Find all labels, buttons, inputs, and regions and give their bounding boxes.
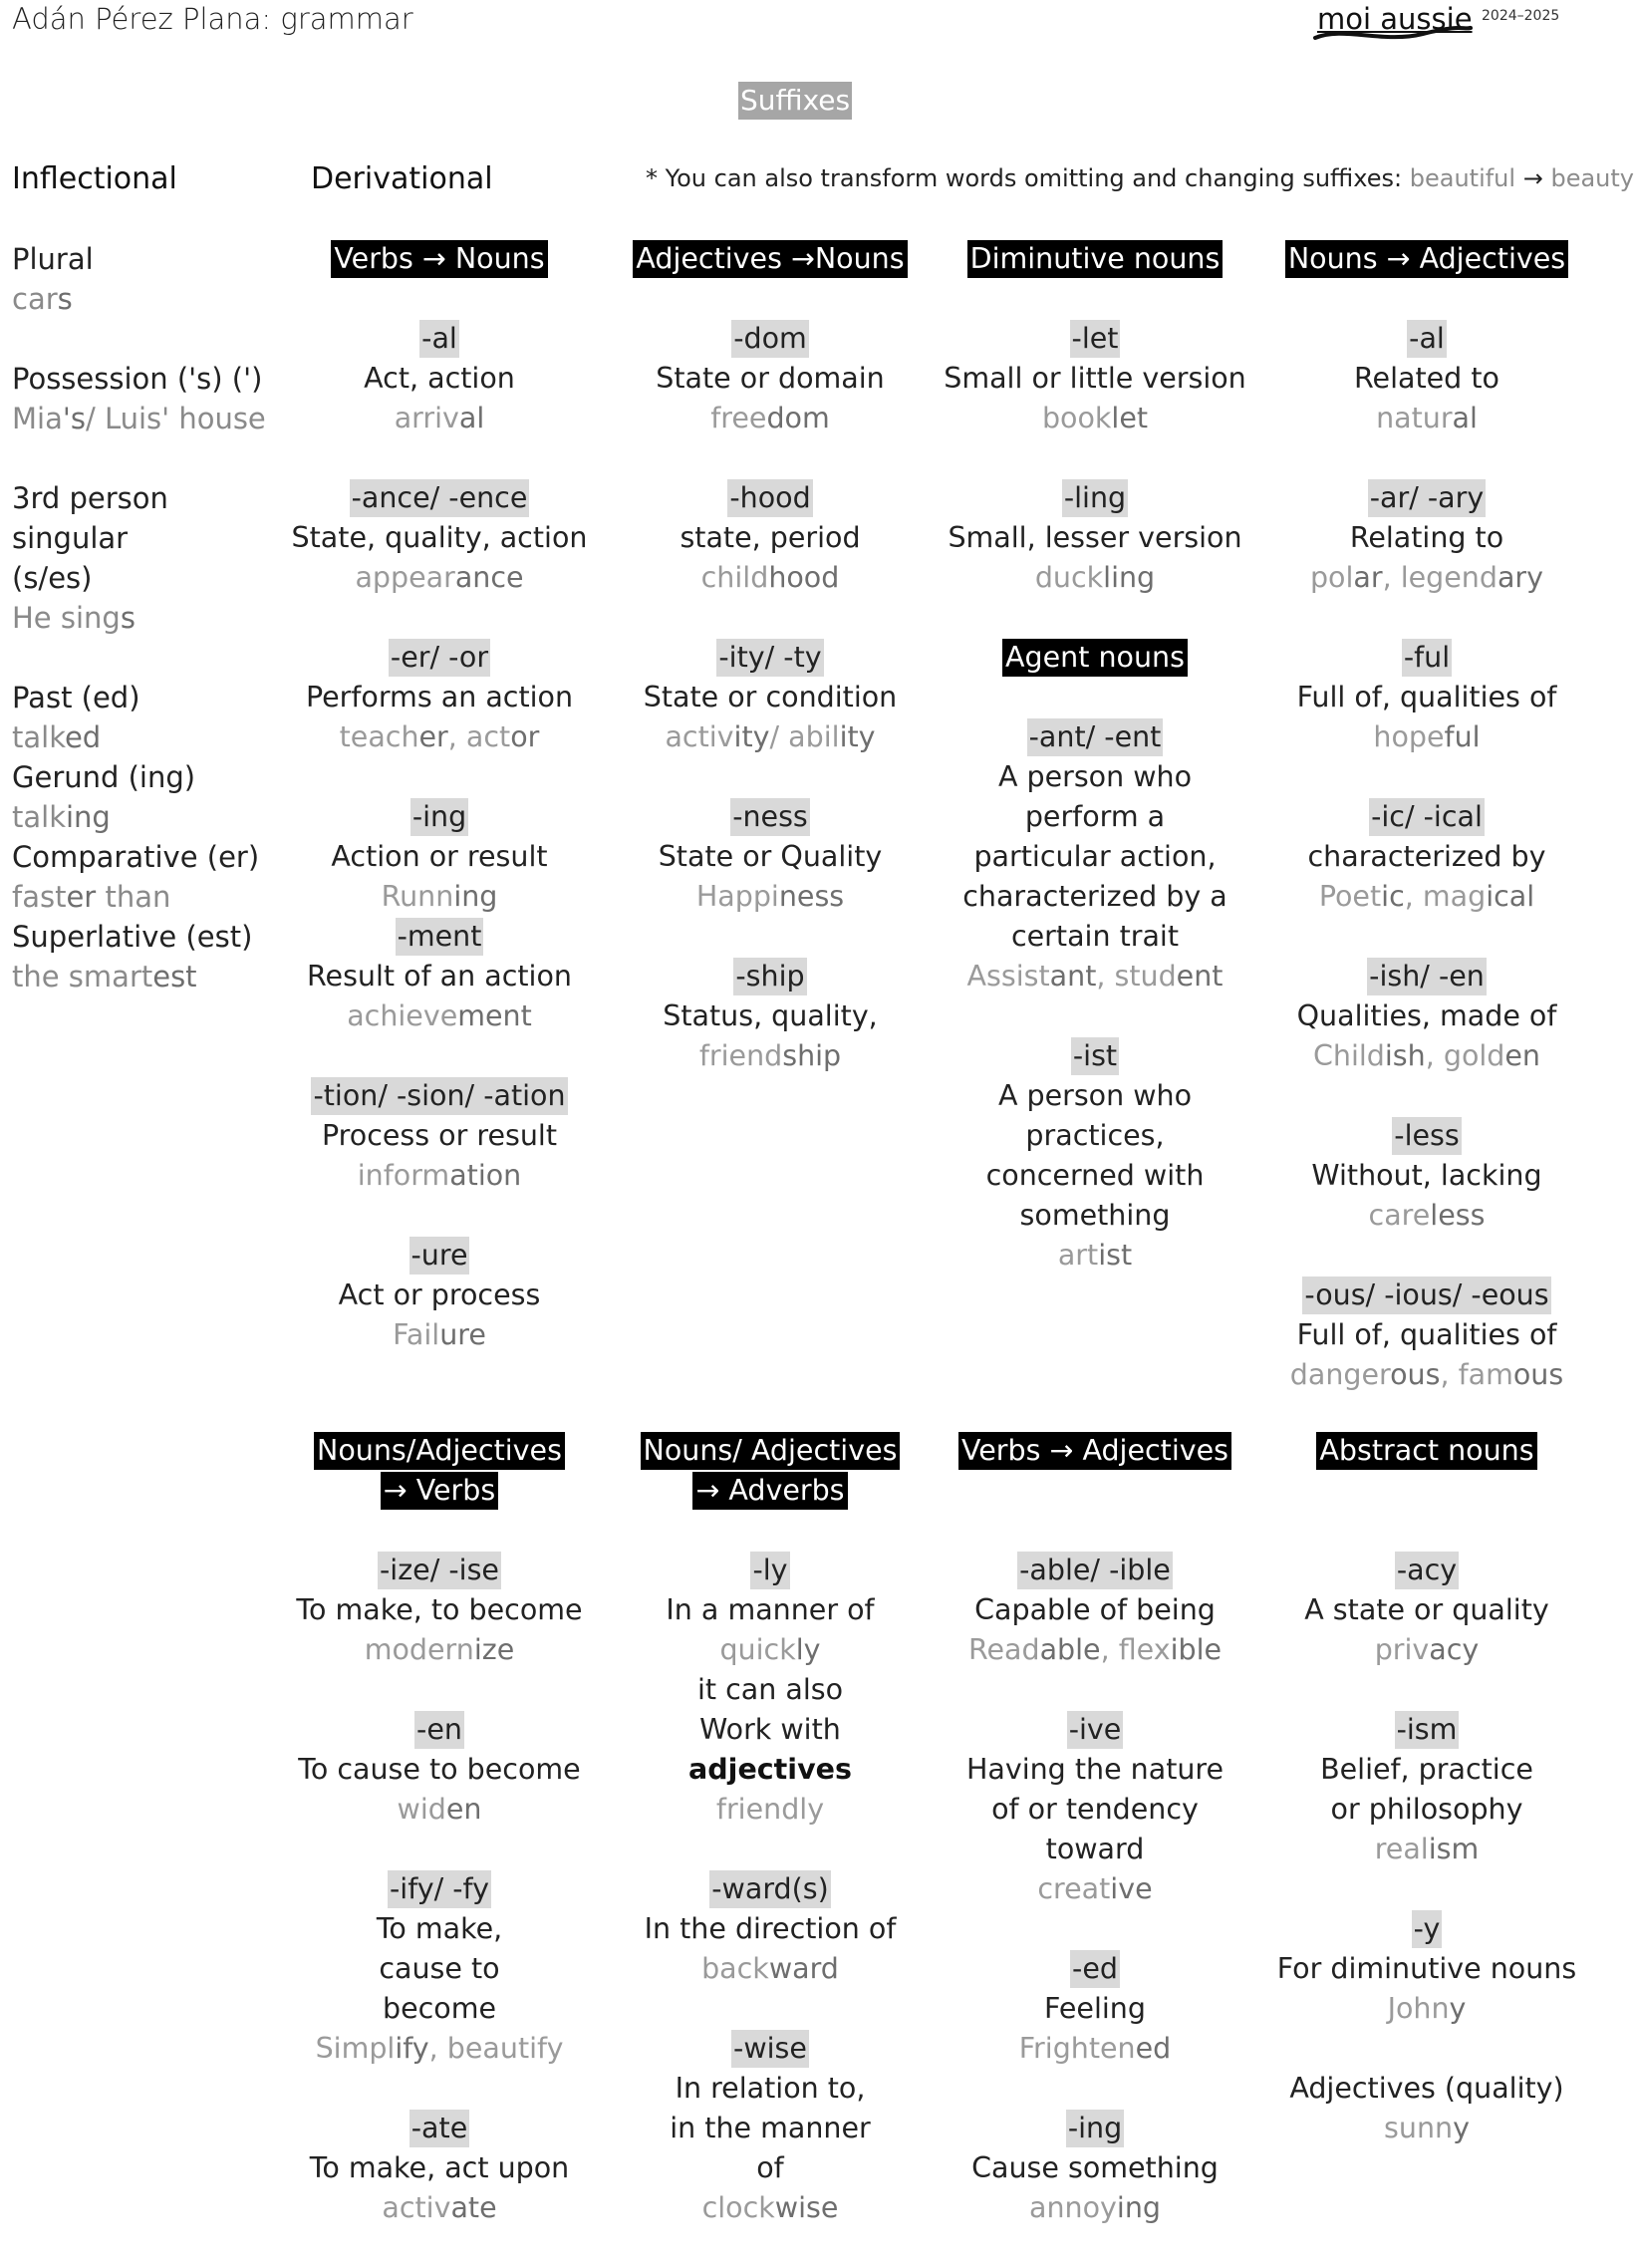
section-header: Diminutive nouns — [967, 240, 1224, 278]
list-item: 3rd person singular (s/es) He sings — [12, 481, 168, 635]
years-label: 2024–2025 — [1482, 8, 1560, 24]
section-header: Verbs → Nouns — [331, 240, 547, 278]
list-item: -al Act, action arrival — [364, 322, 515, 434]
nouns-adjectives-column — [1264, 239, 1589, 1435]
list-item: -ism Belief, practice or philosophy realism — [1320, 1713, 1533, 1865]
section-header-line2: → Verbs — [381, 1472, 498, 1510]
verbs-nouns-column — [279, 239, 600, 1395]
list-item: -y For diminutive nouns Johny — [1276, 1912, 1577, 2025]
note-text: * You can also transform words omitting and changing suffixes: — [646, 164, 1403, 192]
brand-logo: moi aussie — [1317, 2, 1473, 36]
list-item: -less Without, lacking careless — [1311, 1119, 1542, 1232]
abstract-nouns-column — [1264, 1431, 1589, 2188]
author-title: Adán Pérez Plana: grammar — [12, 2, 413, 36]
list-item: -let Small or little version booklet — [944, 322, 1246, 434]
inflectional-list — [12, 239, 301, 1036]
list-item: -ing Cause something annoying — [971, 2112, 1219, 2224]
section-header-line2: → Adverbs — [692, 1472, 847, 1510]
list-item: -ish/ -en Qualities, made of Childish, golden — [1296, 960, 1557, 1072]
list-item: -ive Having the nature of or tendency toward creative — [965, 1713, 1225, 1905]
list-item: -ful Full of, qualities of hopeful — [1296, 641, 1557, 753]
na-adverbs-column — [610, 1431, 931, 2268]
note-example-1: beautiful — [1409, 164, 1516, 192]
section-header: Nouns → Adjectives — [1285, 240, 1568, 278]
list-item: Plural cars — [12, 242, 94, 316]
na-verbs-column — [279, 1431, 600, 2268]
list-item: -ling Small, lesser version duckling — [948, 481, 1242, 594]
list-item: -acy A state or quality privacy — [1304, 1554, 1549, 1666]
list-item: -ous/ -ious/ -eous Full of, qualities of dangerous, famous — [1289, 1278, 1564, 1391]
list-item: -ar/ -ary Relating to polar, legendary — [1309, 481, 1544, 594]
list-item: -ant/ -ent A person who perform a particular action, characterized by a certain trait Assistant, student — [962, 720, 1227, 992]
list-item: -ing Action or result Running — [331, 800, 548, 913]
brand-swoosh-icon — [1313, 22, 1473, 46]
diminutive-agent-column — [935, 239, 1255, 1315]
transform-note — [646, 164, 1634, 192]
list-item: -ize/ -ise To make, to become modernize — [296, 1554, 583, 1666]
list-item: -en To cause to become widen — [298, 1713, 581, 1826]
adjectives-nouns-column — [610, 239, 931, 1116]
list-item: Possession ('s) (') Mia's/ Luis' house — [12, 362, 266, 435]
section-header: Nouns/Adjectives — [314, 1432, 565, 1470]
list-item: -ity/ -ty State or condition activity/ ability — [643, 641, 898, 753]
list-item: -ness State or Quality Happiness — [658, 800, 883, 913]
list-item: -ure Act or process Failure — [338, 1239, 541, 1351]
derivational-title: Derivational — [311, 161, 493, 196]
list-item: -ward(s) In the direction of backward — [644, 1872, 897, 1985]
list-item: Gerund (ing) talking — [12, 760, 196, 834]
list-item: Comparative (er) faster than — [12, 840, 260, 914]
list-item: -ify/ -fy To make, cause to become Simplify, beautify — [315, 1872, 564, 2065]
list-item: -ist A person who practices, concerned with something artist — [985, 1039, 1205, 1272]
inflectional-title: Inflectional — [12, 161, 177, 196]
section-header: Abstract nouns — [1316, 1432, 1536, 1470]
list-item: -ship Status, quality, friendship — [663, 960, 878, 1072]
list-item: -ed Feeling Frightened — [1018, 1952, 1172, 2065]
verbs-adjectives-column — [935, 1431, 1255, 2268]
section-header: Verbs → Adjectives — [958, 1432, 1231, 1470]
list-item: -ic/ -ical characterized by Poetic, magical — [1307, 800, 1546, 913]
list-item: -dom State or domain freedom — [656, 322, 885, 434]
note-example-2: beauty — [1550, 164, 1634, 192]
page-title: Suffixes — [738, 82, 852, 120]
list-item: -ly In a manner of quickly it can also Work with adjectives friendly — [666, 1554, 875, 1826]
list-item: Superlative (est) the smartest — [12, 920, 253, 993]
list-item: -ate To make, act upon activate — [309, 2112, 570, 2224]
list-item: -ment Result of an action achievement — [307, 920, 572, 1032]
list-item: -al Related to natural — [1354, 322, 1499, 434]
section-header: Agent nouns — [1002, 639, 1188, 677]
list-item: -hood state, period childhood — [680, 481, 861, 594]
list-item: Past (ed) talked — [12, 681, 140, 754]
section-header: Adjectives →Nouns — [633, 240, 907, 278]
list-item: Adjectives (quality) sunny — [1289, 2072, 1564, 2144]
section-header: Nouns/ Adjectives — [641, 1432, 901, 1470]
list-item: -er/ -or Performs an action teacher, actor — [305, 641, 574, 753]
list-item: -tion/ -sion/ -ation Process or result information — [313, 1079, 566, 1192]
list-item: -ance/ -ence State, quality, action appearance — [291, 481, 588, 594]
arrow-icon: → — [1522, 164, 1543, 192]
list-item: -wise In relation to, in the manner of clockwise — [670, 2032, 871, 2224]
list-item: -able/ -ible Capable of being Readable, flexible — [967, 1554, 1223, 1666]
